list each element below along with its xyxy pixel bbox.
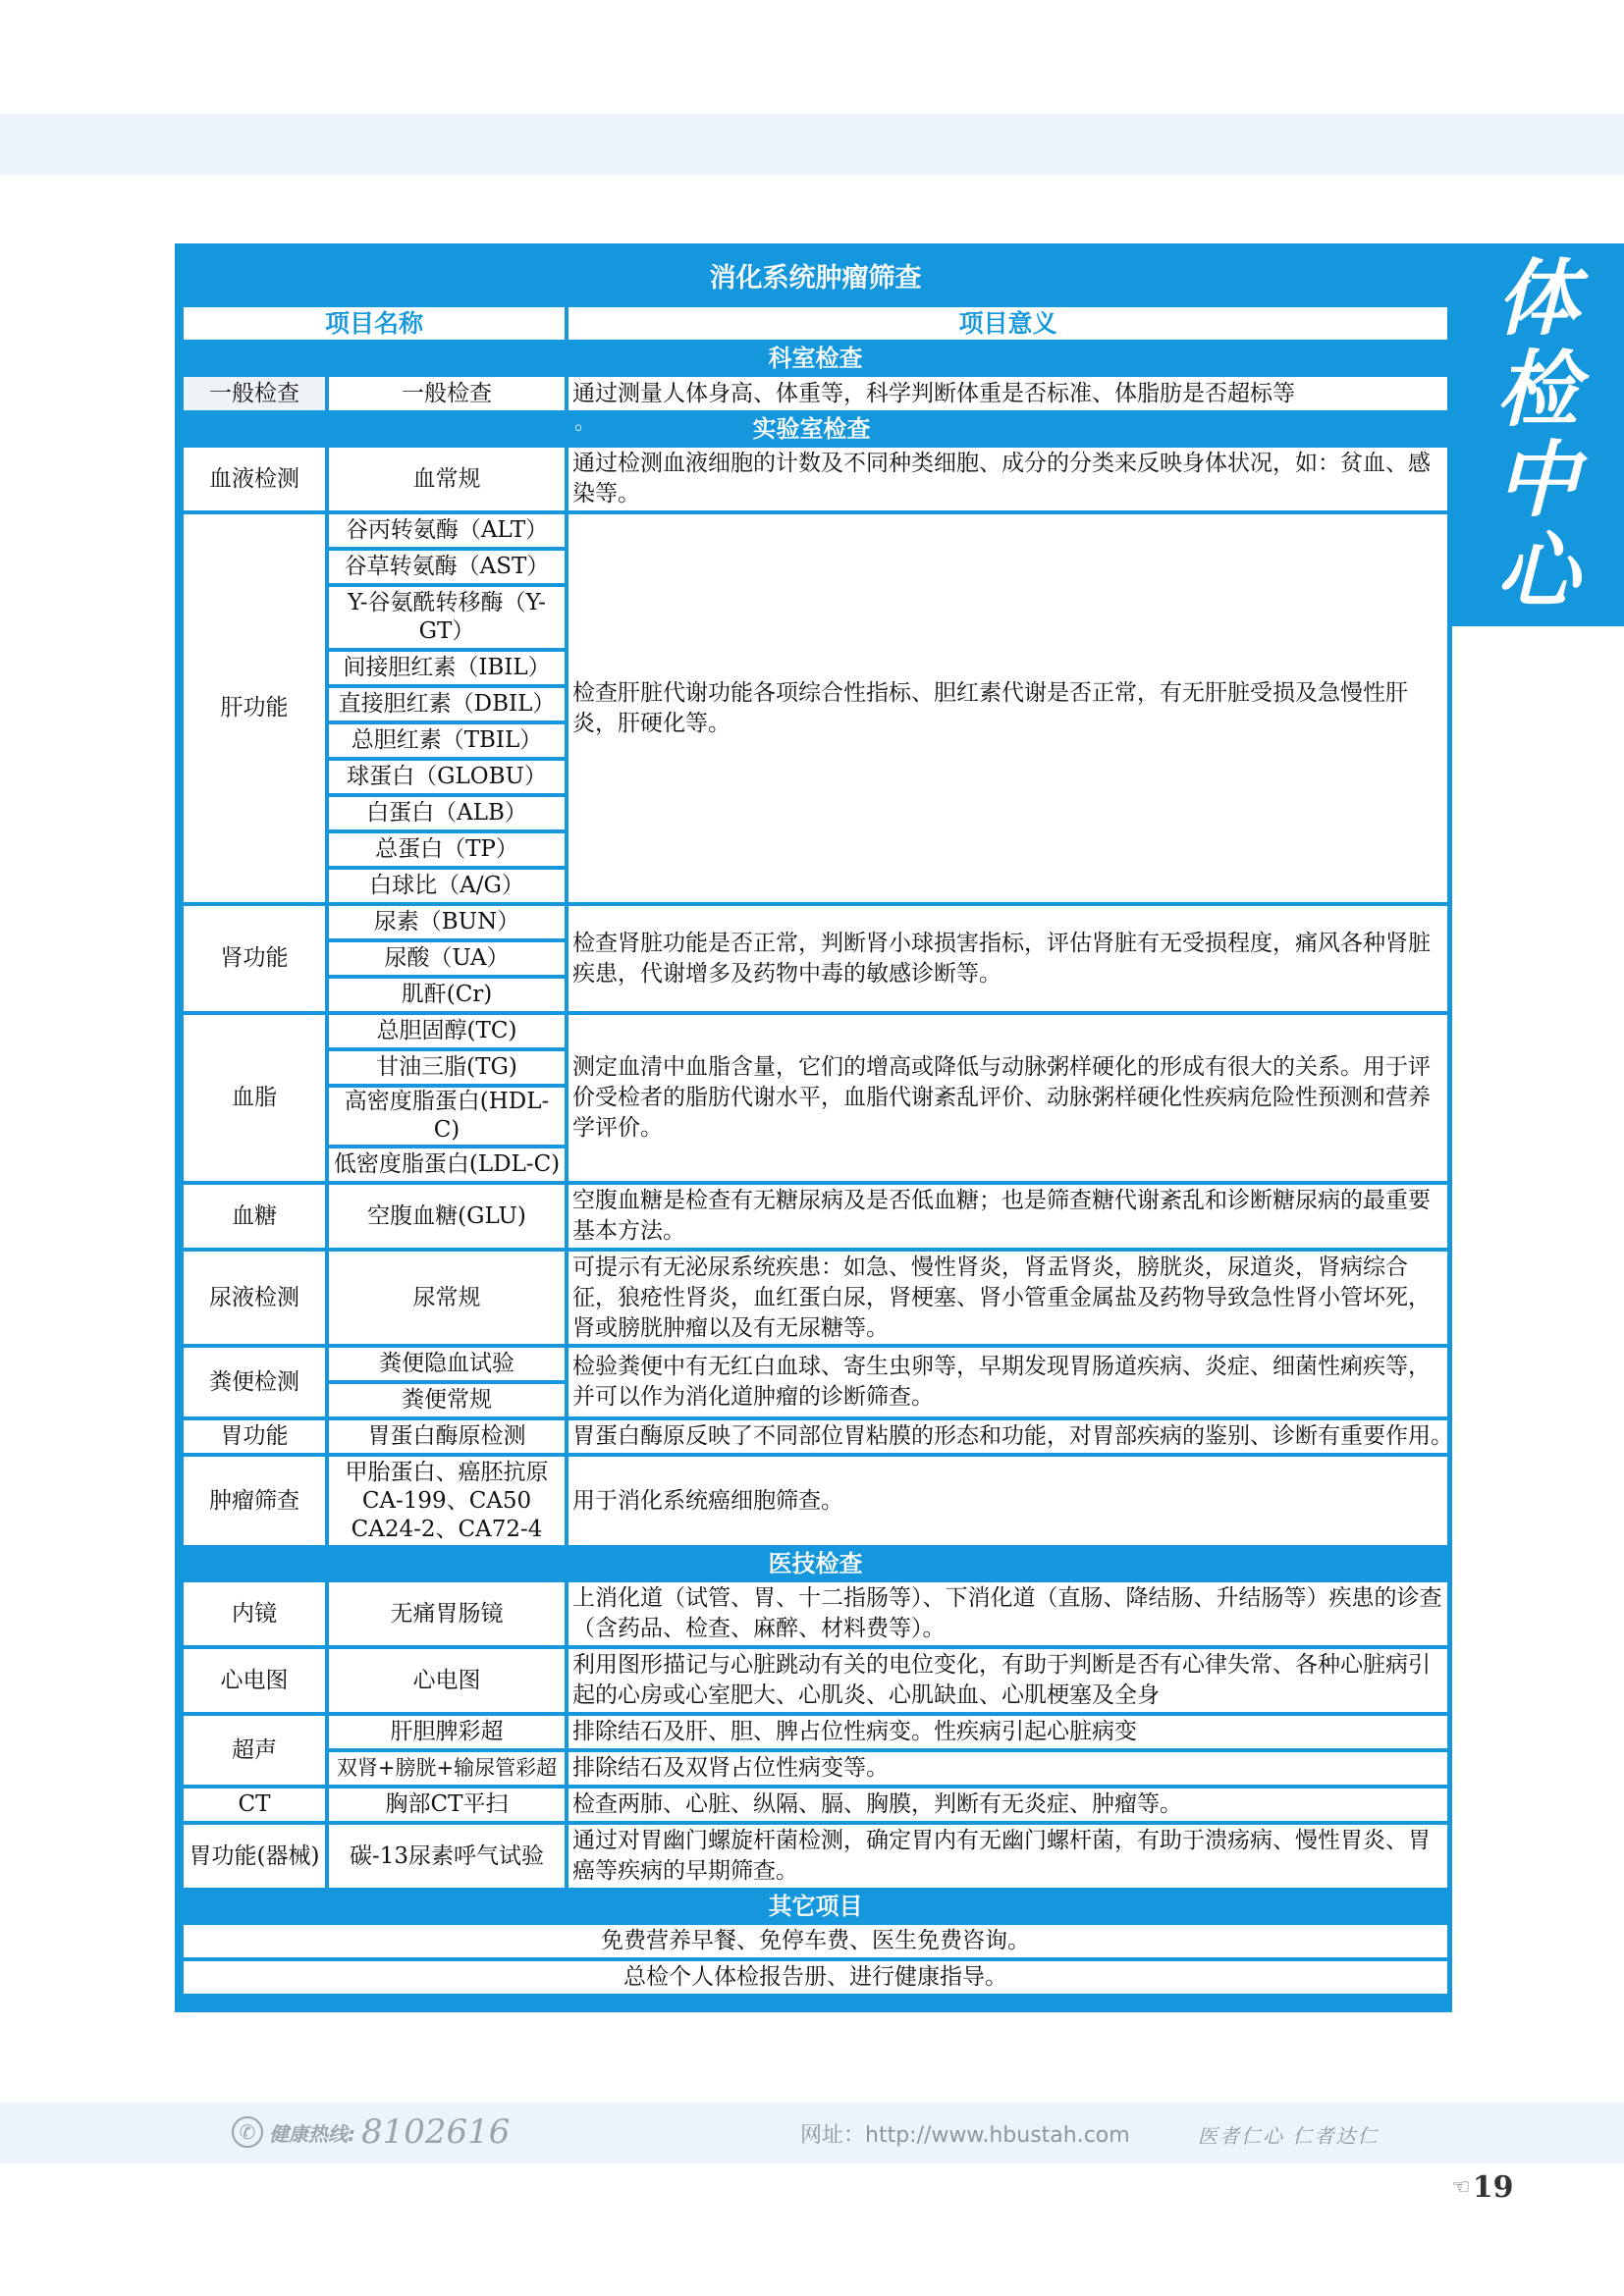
item-line: CA24-2、CA72-4 xyxy=(351,1516,543,1542)
category-cell: 肝功能 xyxy=(184,514,325,902)
category-cell: 血液检测 xyxy=(184,448,325,510)
item-cell: 高密度脂蛋白(HDL-C) xyxy=(329,1088,565,1145)
category-cell: 胃功能(器械) xyxy=(184,1825,325,1888)
other-item: 免费营养早餐、免停车费、医生免费咨询。 xyxy=(184,1925,1447,1957)
header-item-meaning: 项目意义 xyxy=(568,307,1447,340)
item-line: CA-199、CA50 xyxy=(361,1487,532,1514)
item-line: 甲胎蛋白、癌胚抗原 xyxy=(345,1459,549,1485)
category-cell: 血脂 xyxy=(184,1015,325,1181)
category-cell: 胃功能 xyxy=(184,1420,325,1453)
desc-cell: 胃蛋白酶原反映了不同部位胃粘膜的形态和功能，对胃部疾病的鉴别、诊断有重要作用。 xyxy=(568,1420,1447,1453)
item-cell: 谷丙转氨酶（ALT） xyxy=(329,514,565,547)
table-title: 消化系统肿瘤筛查 xyxy=(709,262,922,294)
item-cell xyxy=(329,1457,565,1545)
desc-cell: 检查肾脏功能是否正常，判断肾小球损害指标，评估肾脏有无受损程度，痛风各种肾脏疾患，代谢增多及药物中毒的敏感诊断等。 xyxy=(568,906,1447,1011)
motto-text: 医者仁心 仁者达仁 xyxy=(1198,2124,1380,2148)
section-other: 其它项目 xyxy=(768,1893,863,1920)
hotline xyxy=(232,2112,510,2152)
page-number-text: 19 xyxy=(1472,2170,1514,2205)
category-cell: 肾功能 xyxy=(184,906,325,1011)
item-cell: 肌酐(Cr) xyxy=(329,979,565,1011)
category-cell: 肿瘤筛查 xyxy=(184,1457,325,1545)
item-cell: 间接胆红素（IBIL） xyxy=(329,652,565,684)
item-cell: 尿酸（UA） xyxy=(329,942,565,975)
item-cell: 心电图 xyxy=(329,1649,565,1712)
side-title-banner xyxy=(1451,243,1624,626)
desc-cell: 检查两肺、心脏、纵隔、膈、胸膜，判断有无炎症、肿瘤等。 xyxy=(568,1789,1447,1821)
section-medtech: 医技检查 xyxy=(768,1550,863,1577)
desc-cell: 排除结石及双肾占位性病变等。 xyxy=(568,1752,1447,1785)
desc-cell: 利用图形描记与心脏跳动有关的电位变化，有助于判断是否有心律失常、各种心脏病引起的心房或心室肥大、心肌炎、心肌缺血、心肌梗塞及全身 xyxy=(568,1649,1447,1712)
item-cell: 白球比（A/G） xyxy=(329,870,565,902)
item-cell: 甘油三脂(TG) xyxy=(329,1051,565,1084)
category-cell: 心电图 xyxy=(184,1649,325,1712)
side-title-char: 中 xyxy=(1495,431,1579,529)
category-cell: 粪便检测 xyxy=(184,1348,325,1416)
desc-cell: 通过对胃幽门螺旋杆菌检测，确定胃内有无幽门螺杆菌，有助于溃疡病、慢性胃炎、胃癌等疾病的早期筛查。 xyxy=(568,1825,1447,1888)
desc-cell: 检查肝脏代谢功能各项综合性指标、胆红素代谢是否正常，有无肝脏受损及急慢性肝炎，肝硬化等。 xyxy=(568,514,1447,902)
item-cell: Y-谷氨酰转移酶（Y-GT） xyxy=(329,587,565,648)
item-cell: 尿素（BUN） xyxy=(329,906,565,938)
section-dept: 科室检查 xyxy=(768,345,863,372)
item-cell: 碳-13尿素呼气试验 xyxy=(329,1825,565,1888)
item-cell: 粪便隐血试验 xyxy=(329,1348,565,1380)
desc-cell: 用于消化系统癌细胞筛查。 xyxy=(568,1457,1447,1545)
desc-cell: 测定血清中血脂含量，它们的增高或降低与动脉粥样硬化的形成有很大的关系。用于评价受检者的脂肪代谢水平，血脂代谢紊乱评价、动脉粥样硬化性疾病危险性预测和营养学评价。 xyxy=(568,1015,1447,1181)
header-band xyxy=(0,114,1624,175)
category-cell: 内镜 xyxy=(184,1582,325,1645)
desc-cell: 空腹血糖是检查有无糖尿病及是否低血糖；也是筛查糖代谢紊乱和诊断糖尿病的最重要基本方法。 xyxy=(568,1185,1447,1248)
side-title-char: 心 xyxy=(1495,521,1579,619)
hotline-number: 8102616 xyxy=(361,2112,511,2152)
side-title-char: 检 xyxy=(1495,340,1579,438)
desc-cell: 可提示有无泌尿系统疾患：如急、慢性肾炎，肾盂肾炎，膀胱炎，尿道炎，肾病综合征，狼疮性肾炎，血红蛋白尿，肾梗塞、肾小管重金属盐及药物导致急性肾小管坏死，肾或膀胱肿瘤以及有无尿糖等。 xyxy=(568,1252,1447,1344)
section-lab: 实验室检查 xyxy=(752,415,871,443)
item-cell: 白蛋白（ALB） xyxy=(329,797,565,829)
hotline-label: 健康热线: xyxy=(269,2121,355,2146)
item-cell: 无痛胃肠镜 xyxy=(329,1582,565,1645)
item-cell: 双肾+膀胱+输尿管彩超 xyxy=(329,1752,565,1785)
page-number xyxy=(1451,2170,1513,2205)
item-cell: 总胆红素（TBIL） xyxy=(329,724,565,757)
phone-icon: ✆ xyxy=(232,2116,263,2148)
item-cell: 低密度脂蛋白(LDL-C) xyxy=(329,1148,565,1181)
header-item-name: 项目名称 xyxy=(184,307,565,340)
item-cell: 球蛋白（GLOBU） xyxy=(329,761,565,793)
item-cell: 尿常规 xyxy=(329,1252,565,1344)
item-cell: 直接胆红素（DBIL） xyxy=(329,688,565,721)
category-cell: 超声 xyxy=(184,1716,325,1785)
item-cell: 谷草转氨酶（AST） xyxy=(329,551,565,583)
item-cell: 血常规 xyxy=(329,448,565,510)
website-text: 网址：http://www.hbustah.com xyxy=(800,2123,1130,2148)
item-cell: 粪便常规 xyxy=(329,1384,565,1416)
side-title-char: 体 xyxy=(1495,249,1579,347)
desc-cell: 通过测量人体身高、体重等，科学判断体重是否标准、体脂肪是否超标等 xyxy=(568,377,1447,410)
item-cell: 总蛋白（TP） xyxy=(329,833,565,866)
desc-overflow-tail: 。 xyxy=(574,414,597,435)
desc-cell: 通过检测血液细胞的计数及不同种类细胞、成分的分类来反映身体状况，如：贫血、感染等。 xyxy=(568,448,1447,510)
item-cell: 一般检查 xyxy=(329,377,565,410)
category-cell: 尿液检测 xyxy=(184,1252,325,1344)
item-cell: 肝胆脾彩超 xyxy=(329,1716,565,1748)
item-cell: 空腹血糖(GLU) xyxy=(329,1185,565,1248)
pointing-hand-icon: ☜ xyxy=(1451,2175,1471,2200)
category-cell: CT xyxy=(184,1789,325,1821)
other-item: 总检个人体检报告册、进行健康指导。 xyxy=(184,1961,1447,1994)
item-cell: 胃蛋白酶原检测 xyxy=(329,1420,565,1453)
category-cell: 血糖 xyxy=(184,1185,325,1248)
screening-table xyxy=(180,248,1451,1998)
desc-cell: 排除结石及肝、胆、脾占位性病变。性疾病引起心脏病变 xyxy=(568,1716,1447,1748)
category-cell: 一般检查 xyxy=(184,377,325,410)
item-cell: 总胆固醇(TC) xyxy=(329,1015,565,1047)
desc-cell: 检验粪便中有无红白血球、寄生虫卵等，早期发现胃肠道疾病、炎症、细菌性痢疾等，并可以作为消化道肿瘤的诊断筛查。 xyxy=(568,1348,1447,1416)
item-cell: 胸部CT平扫 xyxy=(329,1789,565,1821)
desc-cell: 上消化道（试管、胃、十二指肠等）、下消化道（直肠、降结肠、升结肠等）疾患的诊查（含药品、检查、麻醉、材料费等）。 xyxy=(568,1582,1447,1645)
